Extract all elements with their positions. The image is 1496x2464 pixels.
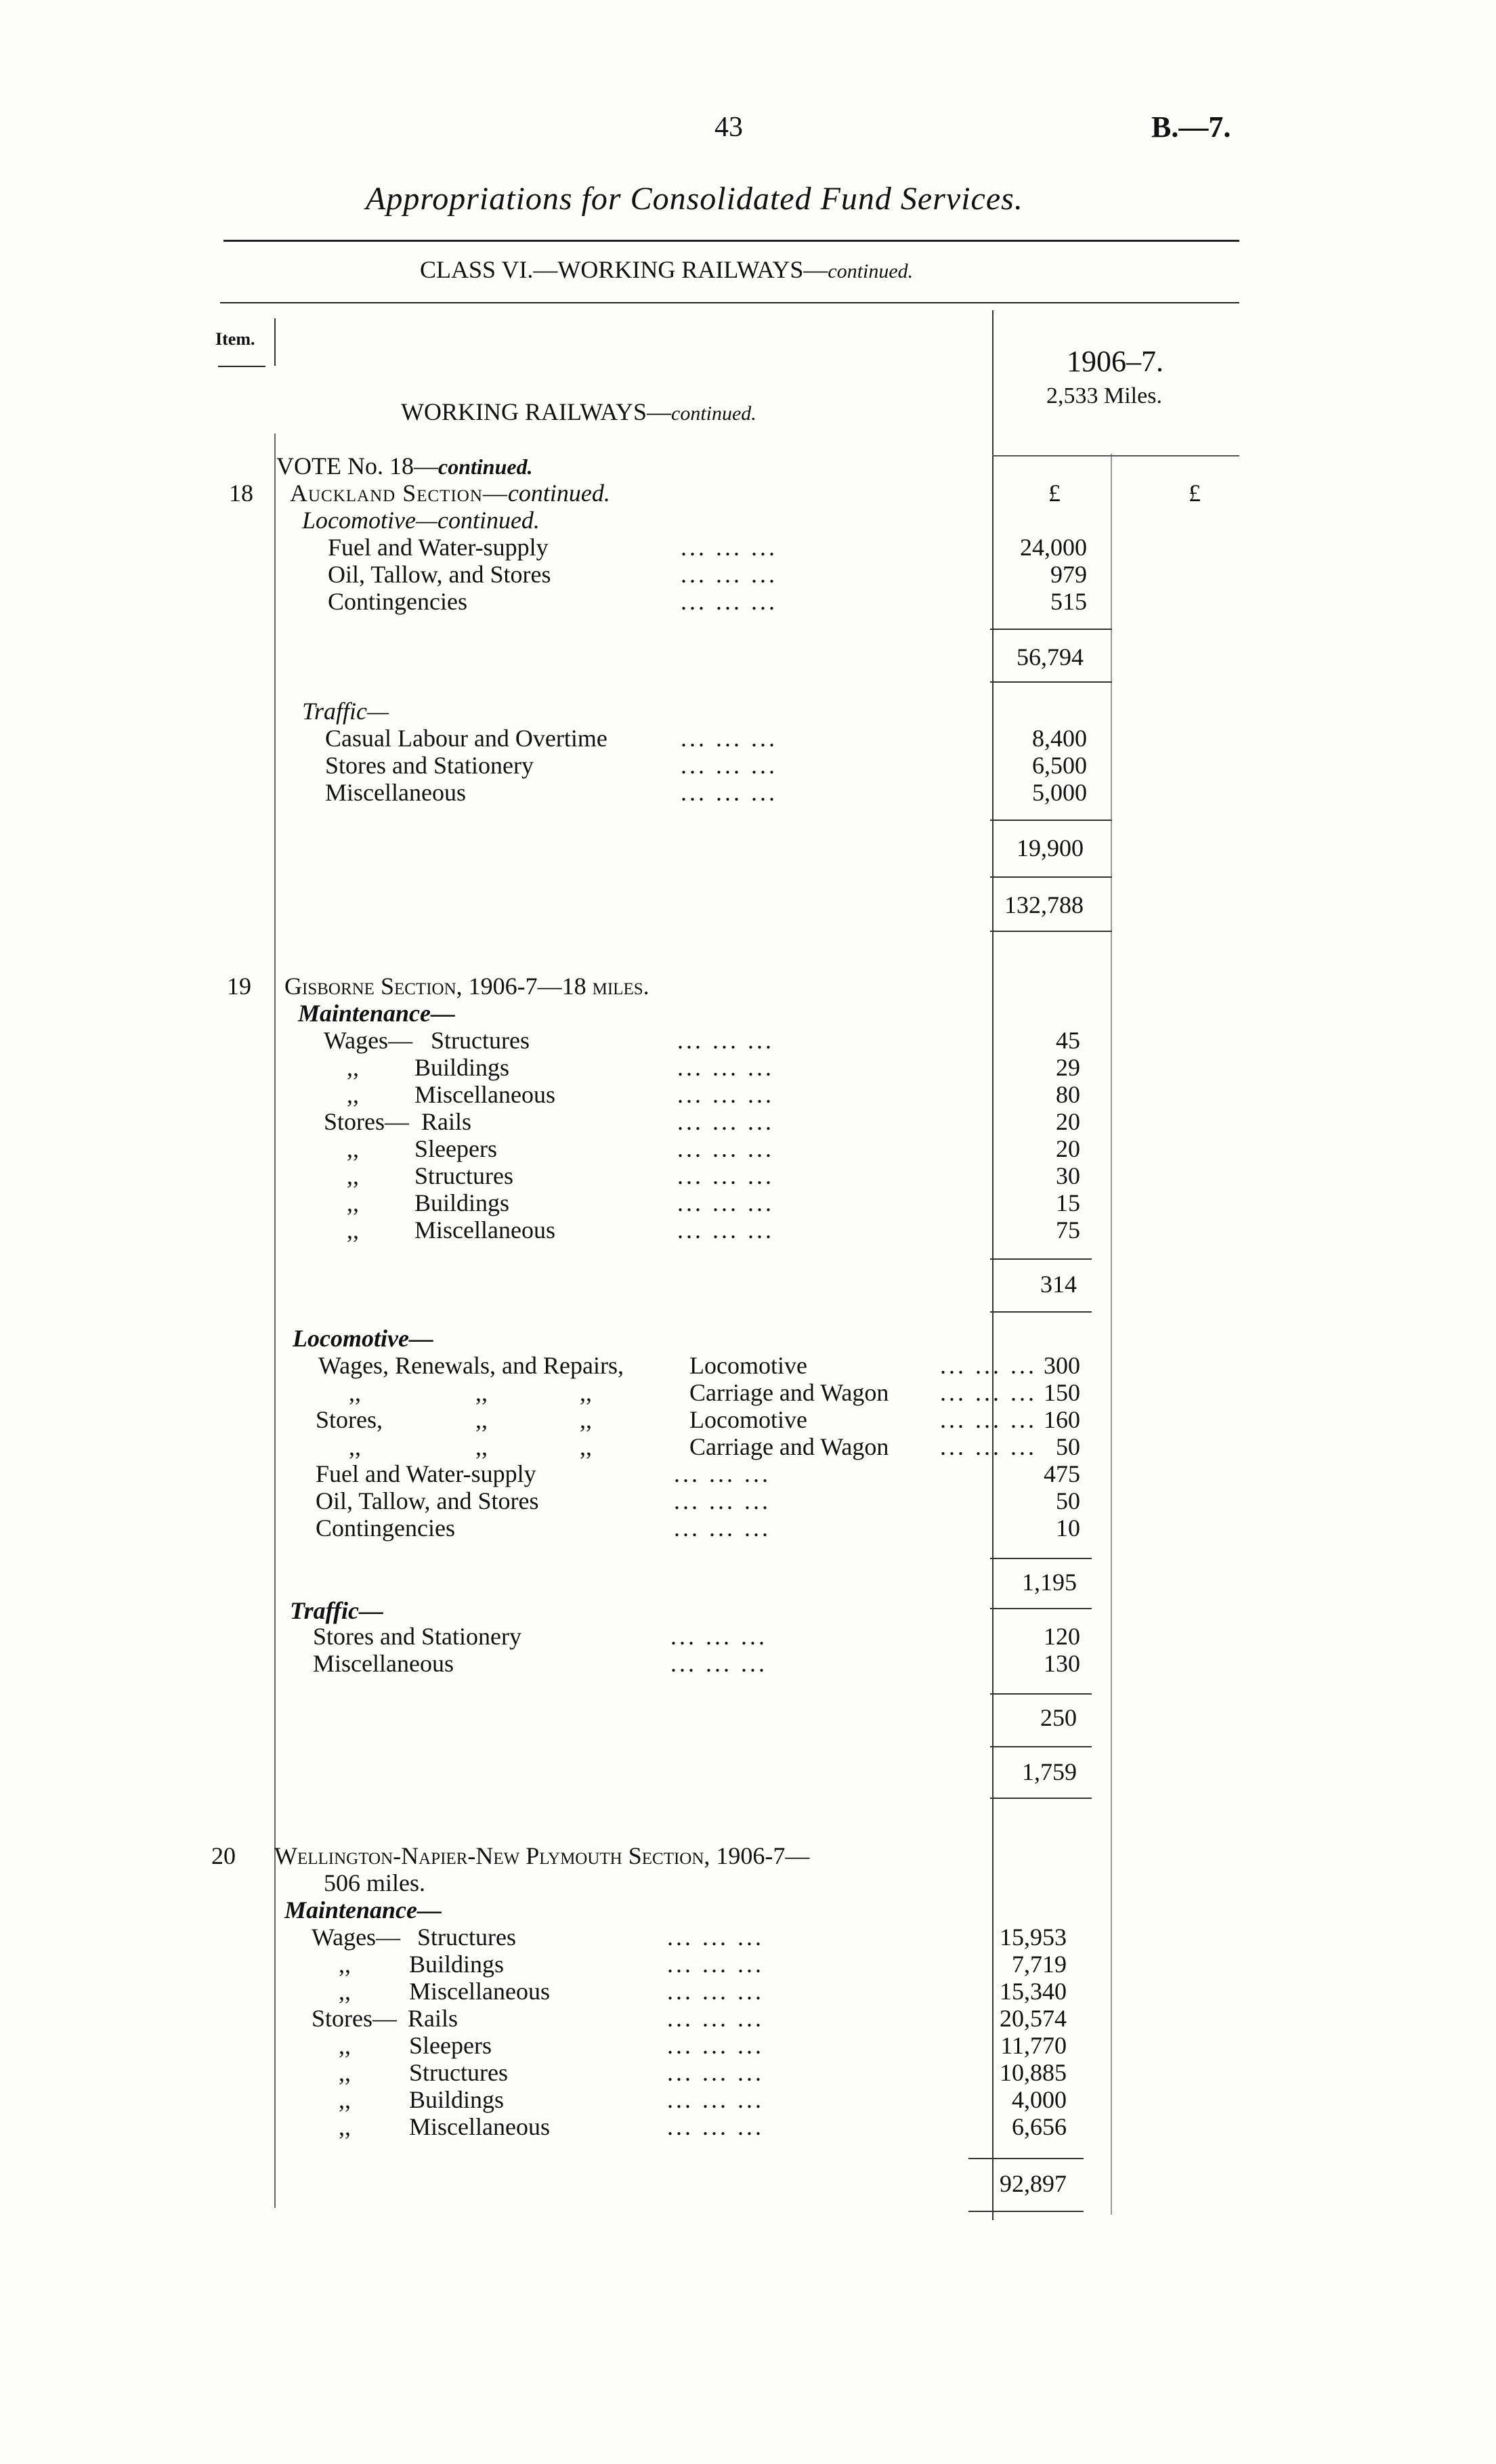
class-heading: [420, 256, 913, 285]
page-title: Appropriations for Consolidated Fund Services.: [366, 181, 1023, 217]
item19-maintenance-row-leader-dots: ... ... ...: [677, 1216, 774, 1244]
item19-locomotive-row-stock: Locomotive: [689, 1352, 807, 1379]
item20-maintenance-row-leader-dots: ... ... ...: [667, 2059, 764, 2086]
item19-locomotive-row-leader-dots: ... ... ...: [940, 1433, 1037, 1460]
item20-section-line1: Wellington-Napier-New Plymouth Section, 1906-7—: [274, 1842, 810, 1869]
item19-maintenance-row-prefix: ,,: [347, 1162, 359, 1189]
item20-maintenance-row-prefix: ,,: [339, 1951, 351, 1978]
item18-traffic-row-leader-dots: ... ... ...: [681, 725, 777, 752]
item18-section-cont: continued.: [507, 480, 610, 507]
item19-locomotive-row-kind: ,,: [349, 1379, 361, 1406]
item19-maintenance-heading: Maintenance—: [298, 1000, 456, 1027]
item19-maintenance-row-value: 15: [1056, 1189, 1080, 1216]
item18-section: [290, 480, 610, 507]
item19-maintenance-row-label: Structures: [431, 1027, 530, 1054]
item19-locomotive-total-rule-bottom: [990, 1608, 1092, 1609]
item19-locomotive-row-value: 160: [1044, 1406, 1080, 1433]
item19-locomotive-other-value: 475: [1044, 1460, 1080, 1487]
item19-maintenance-row-leader-dots: ... ... ...: [677, 1162, 774, 1189]
item18-locomotive-row-leader-dots: ... ... ...: [681, 588, 777, 615]
item20-maintenance-row-prefix: ,,: [339, 1978, 351, 2005]
item18-traffic-row-label: Miscellaneous: [325, 779, 466, 806]
item19-locomotive-total-rule: [990, 1558, 1092, 1559]
item19-traffic-row-leader-dots: ... ... ...: [670, 1650, 767, 1677]
item19-locomotive-other-leader-dots: ... ... ...: [674, 1514, 771, 1542]
item19-maintenance-row-prefix: Stores—: [324, 1108, 409, 1135]
item19-locomotive-row-value: 300: [1044, 1352, 1080, 1379]
rule-table-top: [220, 302, 1239, 303]
table-section-heading-main: WORKING RAILWAYS—: [401, 398, 671, 425]
item19-traffic-total: 250: [1040, 1704, 1077, 1731]
item19-locomotive-row-value: 150: [1044, 1379, 1080, 1406]
item18-section-main: Auckland Section—: [290, 480, 508, 507]
item18-traffic-heading: Traffic—: [302, 698, 389, 725]
item19-grand-total: 1,759: [1022, 1758, 1077, 1785]
item-number-20: 20: [211, 1842, 236, 1869]
item19-locomotive-other-label: Oil, Tallow, and Stores: [316, 1487, 539, 1514]
item19-locomotive-row-value: 50: [1056, 1433, 1080, 1460]
item19-traffic-row-leader-dots: ... ... ...: [670, 1623, 767, 1650]
item20-maintenance-row-value: 10,885: [1000, 2059, 1067, 2086]
item20-maintenance-row-value: 20,574: [1000, 2005, 1067, 2032]
item18-locomotive-row-leader-dots: ... ... ...: [681, 561, 777, 588]
item18-locomotive-total: 56,794: [1017, 643, 1084, 671]
item19-locomotive-other-leader-dots: ... ... ...: [674, 1460, 771, 1487]
item19-locomotive-row-ditto: ,,: [475, 1379, 488, 1406]
item19-locomotive-row-leader-dots: ... ... ...: [940, 1379, 1037, 1406]
item18-grand-total: 132,788: [1004, 891, 1084, 918]
item-header: Item.: [215, 329, 255, 349]
item19-maintenance-row-leader-dots: ... ... ...: [677, 1108, 774, 1135]
item20-maintenance-row-label: Buildings: [409, 2086, 505, 2113]
item20-maintenance-row-label: Rails: [408, 2005, 458, 2032]
vote-heading-main: VOTE No. 18—: [276, 452, 438, 480]
class-heading-main: CLASS VI.—WORKING RAILWAYS—: [420, 256, 828, 283]
currency-symbol-2: £: [1189, 480, 1201, 507]
rule-item-col: [274, 318, 276, 366]
item20-maintenance-row-leader-dots: ... ... ...: [667, 1951, 764, 1978]
item20-maintenance-row-leader-dots: ... ... ...: [667, 2032, 764, 2059]
item19-traffic-heading: Traffic—: [290, 1597, 383, 1624]
item18-locomotive-total-rule-bottom: [990, 681, 1112, 683]
item18-traffic-row-value: 8,400: [1032, 725, 1087, 752]
item18-grand-total-rule-bottom: [990, 931, 1112, 932]
item19-maintenance-total-rule: [990, 1258, 1092, 1260]
item19-maintenance-row-prefix: ,,: [347, 1081, 359, 1108]
item18-traffic-row-leader-dots: ... ... ...: [681, 752, 777, 779]
item20-maintenance-heading: Maintenance—: [284, 1896, 442, 1924]
item19-grand-total-rule: [990, 1746, 1092, 1747]
item-header-rule: [218, 366, 265, 367]
miles-heading: 2,533 Miles.: [1046, 383, 1162, 408]
item20-maintenance-row-value: 6,656: [1012, 2113, 1067, 2140]
item18-locomotive-row-value: 24,000: [1020, 534, 1087, 561]
item19-maintenance-row-label: Rails: [421, 1108, 472, 1135]
item20-section-line2: 506 miles.: [324, 1869, 425, 1896]
item18-locomotive-total-rule: [990, 629, 1112, 630]
item20-maintenance-row-prefix: ,,: [339, 2113, 351, 2140]
item19-maintenance-row-leader-dots: ... ... ...: [677, 1081, 774, 1108]
item19-locomotive-row-ditto: ,,: [580, 1379, 592, 1406]
item19-locomotive-heading: Locomotive—: [293, 1325, 433, 1352]
item19-traffic-row-value: 130: [1044, 1650, 1080, 1677]
item18-traffic-row-leader-dots: ... ... ...: [681, 779, 777, 806]
item19-locomotive-other-label: Contingencies: [316, 1514, 455, 1542]
item18-locomotive-row-label: Fuel and Water-supply: [328, 534, 549, 561]
rule-top: [223, 240, 1239, 242]
page-number: 43: [714, 112, 743, 143]
item20-maintenance-row-leader-dots: ... ... ...: [667, 2086, 764, 2113]
item19-maintenance-row-value: 20: [1056, 1108, 1080, 1135]
item20-maintenance-total-rule-bottom: [968, 2211, 1084, 2212]
item19-locomotive-row-ditto: ,,: [580, 1433, 592, 1460]
item18-traffic-row-value: 6,500: [1032, 752, 1087, 779]
item19-locomotive-row-ditto: ,,: [475, 1433, 488, 1460]
item19-locomotive-other-leader-dots: ... ... ...: [674, 1487, 771, 1514]
item19-maintenance-row-label: Buildings: [414, 1189, 510, 1216]
item19-maintenance-row-leader-dots: ... ... ...: [677, 1135, 774, 1162]
table-section-heading-cont: continued.: [671, 402, 756, 425]
item19-maintenance-row-prefix: ,,: [347, 1216, 359, 1244]
item18-traffic-row-label: Casual Labour and Overtime: [325, 725, 607, 752]
item20-maintenance-row-value: 11,770: [1000, 2032, 1067, 2059]
item19-traffic-row-label: Miscellaneous: [313, 1650, 454, 1677]
item19-maintenance-row-label: Buildings: [414, 1054, 510, 1081]
table-section-heading: [401, 398, 756, 427]
item18-traffic-total-rule: [990, 820, 1112, 821]
item19-locomotive-row-leader-dots: ... ... ...: [940, 1406, 1037, 1433]
item20-maintenance-total-rule: [968, 2158, 1084, 2159]
item19-maintenance-row-label: Miscellaneous: [414, 1216, 555, 1244]
item20-maintenance-row-prefix: Wages—: [312, 1924, 401, 1951]
item20-maintenance-row-label: Structures: [417, 1924, 516, 1951]
item18-locomotive-row-label: Oil, Tallow, and Stores: [328, 561, 551, 588]
item20-maintenance-row-label: Sleepers: [409, 2032, 492, 2059]
item19-maintenance-row-value: 75: [1056, 1216, 1080, 1244]
item18-locomotive-row-value: 515: [1050, 588, 1087, 615]
item20-maintenance-row-leader-dots: ... ... ...: [667, 1924, 764, 1951]
item-number-19: 19: [227, 973, 251, 1000]
item19-maintenance-row-leader-dots: ... ... ...: [677, 1027, 774, 1054]
item19-locomotive-other-value: 50: [1056, 1487, 1080, 1514]
item18-locomotive-row-value: 979: [1050, 561, 1087, 588]
item19-maintenance-row-label: Sleepers: [414, 1135, 497, 1162]
item19-locomotive-row-leader-dots: ... ... ...: [940, 1352, 1037, 1379]
item18-locomotive-row-label: Contingencies: [328, 588, 467, 615]
item19-traffic-row-label: Stores and Stationery: [313, 1623, 521, 1650]
item19-traffic-total-rule: [990, 1693, 1092, 1695]
item19-maintenance-row-value: 29: [1056, 1054, 1080, 1081]
item19-locomotive-row-kind: Stores,: [316, 1406, 383, 1433]
item19-maintenance-row-prefix: ,,: [347, 1135, 359, 1162]
item20-maintenance-row-prefix: ,,: [339, 2032, 351, 2059]
item19-maintenance-row-leader-dots: ... ... ...: [677, 1054, 774, 1081]
item20-maintenance-row-leader-dots: ... ... ...: [667, 1978, 764, 2005]
item19-locomotive-row-kind: ,,: [349, 1433, 361, 1460]
item19-maintenance-row-label: Miscellaneous: [414, 1081, 555, 1108]
item19-maintenance-row-value: 45: [1056, 1027, 1080, 1054]
item20-maintenance-row-value: 4,000: [1012, 2086, 1067, 2113]
rule-heading-bottom: [992, 455, 1239, 456]
item18-locomotive-heading: Locomotive—continued.: [302, 507, 540, 534]
item19-section: Gisborne Section, 1906-7—18 miles.: [284, 973, 649, 1000]
item20-maintenance-row-label: Miscellaneous: [409, 1978, 550, 2005]
item19-locomotive-row-stock: Carriage and Wagon: [689, 1379, 889, 1406]
item19-maintenance-row-prefix: Wages—: [324, 1027, 413, 1054]
class-heading-cont: continued.: [828, 260, 914, 282]
item20-maintenance-row-value: 15,953: [1000, 1924, 1067, 1951]
year-heading: 1906–7.: [1067, 345, 1163, 378]
item19-locomotive-row-stock: Locomotive: [689, 1406, 807, 1433]
item20-maintenance-row-value: 7,719: [1012, 1951, 1067, 1978]
item18-traffic-row-value: 5,000: [1032, 779, 1087, 806]
item19-maintenance-row-leader-dots: ... ... ...: [677, 1189, 774, 1216]
item20-maintenance-row-prefix: ,,: [339, 2086, 351, 2113]
item19-maintenance-total-rule-bottom: [990, 1311, 1092, 1313]
item19-grand-total-rule-bottom: [990, 1798, 1092, 1799]
item19-maintenance-row-value: 80: [1056, 1081, 1080, 1108]
item19-locomotive-row-ditto: ,,: [475, 1406, 488, 1433]
item20-maintenance-row-label: Miscellaneous: [409, 2113, 550, 2140]
item18-traffic-total: 19,900: [1017, 834, 1084, 862]
page-reference: B.—7.: [1151, 110, 1231, 144]
currency-symbol-1: £: [1048, 480, 1061, 507]
item20-maintenance-total: 92,897: [1000, 2170, 1067, 2197]
item18-traffic-row-label: Stores and Stationery: [325, 752, 534, 779]
item19-maintenance-row-label: Structures: [414, 1162, 513, 1189]
item19-maintenance-total: 314: [1040, 1271, 1077, 1298]
item19-locomotive-row-kind: Wages, Renewals, and Repairs,: [318, 1352, 624, 1379]
item20-maintenance-row-leader-dots: ... ... ...: [667, 2113, 764, 2140]
item18-locomotive-row-leader-dots: ... ... ...: [681, 534, 777, 561]
vote-heading-cont: continued.: [437, 454, 533, 479]
item20-maintenance-row-value: 15,340: [1000, 1978, 1067, 2005]
rule-item-col-main: [274, 433, 276, 2208]
item20-maintenance-row-label: Buildings: [409, 1951, 505, 1978]
item18-grand-total-rule: [990, 876, 1112, 878]
item19-maintenance-row-prefix: ,,: [347, 1054, 359, 1081]
item19-locomotive-other-label: Fuel and Water-supply: [316, 1460, 536, 1487]
item20-maintenance-row-label: Structures: [409, 2059, 508, 2086]
item20-maintenance-row-prefix: ,,: [339, 2059, 351, 2086]
rule-amount-col: [1111, 454, 1112, 2215]
item20-maintenance-row-prefix: Stores—: [312, 2005, 397, 2032]
item19-maintenance-row-prefix: ,,: [347, 1189, 359, 1216]
item19-locomotive-row-stock: Carriage and Wagon: [689, 1433, 889, 1460]
item19-locomotive-other-value: 10: [1056, 1514, 1080, 1542]
item19-locomotive-row-ditto: ,,: [580, 1406, 592, 1433]
item19-locomotive-total: 1,195: [1022, 1569, 1077, 1596]
item20-maintenance-row-leader-dots: ... ... ...: [667, 2005, 764, 2032]
item-number-18: 18: [229, 480, 253, 507]
item19-maintenance-row-value: 20: [1056, 1135, 1080, 1162]
item19-maintenance-row-value: 30: [1056, 1162, 1080, 1189]
vote-heading: [276, 452, 533, 480]
item19-traffic-row-value: 120: [1044, 1623, 1080, 1650]
